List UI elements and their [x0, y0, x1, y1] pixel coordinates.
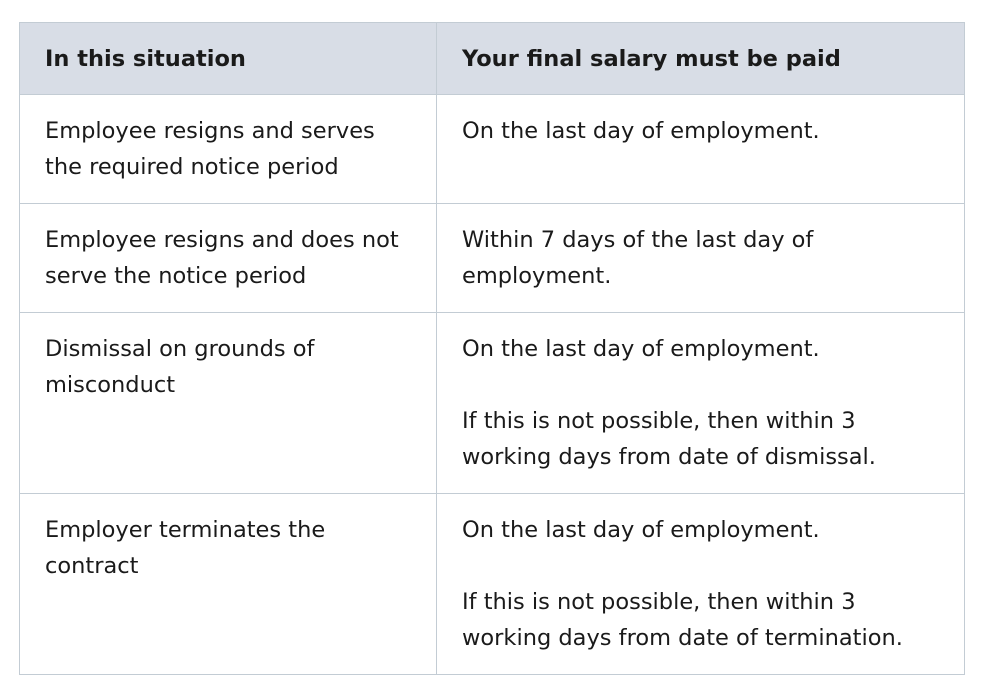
table-header: [20, 23, 965, 95]
payment-fallback-text: If this is not possible, then within 3 working days from date of termination.: [462, 589, 903, 651]
situation-cell: Employer terminates the contract: [20, 494, 437, 675]
table-row: [20, 494, 965, 675]
payment-fallback-text: If this is not possible, then within 3 working days from date of dismissal.: [462, 408, 876, 470]
final-salary-table: [19, 22, 965, 675]
payment-cell: [437, 204, 965, 313]
header-situation: In this situation: [20, 23, 437, 95]
table-body: [20, 95, 965, 675]
payment-text: On the last day of employment.: [462, 517, 820, 543]
header-final-salary: Your final salary must be paid: [437, 23, 965, 95]
payment-text: On the last day of employment.: [462, 118, 820, 144]
payment-text: On the last day of employment.: [462, 336, 820, 362]
table-row: [20, 313, 965, 494]
situation-cell: Employee resigns and serves the required notice period: [20, 95, 437, 204]
header-row: [20, 23, 965, 95]
payment-cell: [437, 494, 965, 675]
payment-cell: [437, 95, 965, 204]
payment-cell: [437, 313, 965, 494]
table-row: [20, 204, 965, 313]
situation-cell: Dismissal on grounds of misconduct: [20, 313, 437, 494]
situation-cell: Employee resigns and does not serve the notice period: [20, 204, 437, 313]
payment-text: Within 7 days of the last day of employment.: [462, 227, 814, 289]
table-row: [20, 95, 965, 204]
